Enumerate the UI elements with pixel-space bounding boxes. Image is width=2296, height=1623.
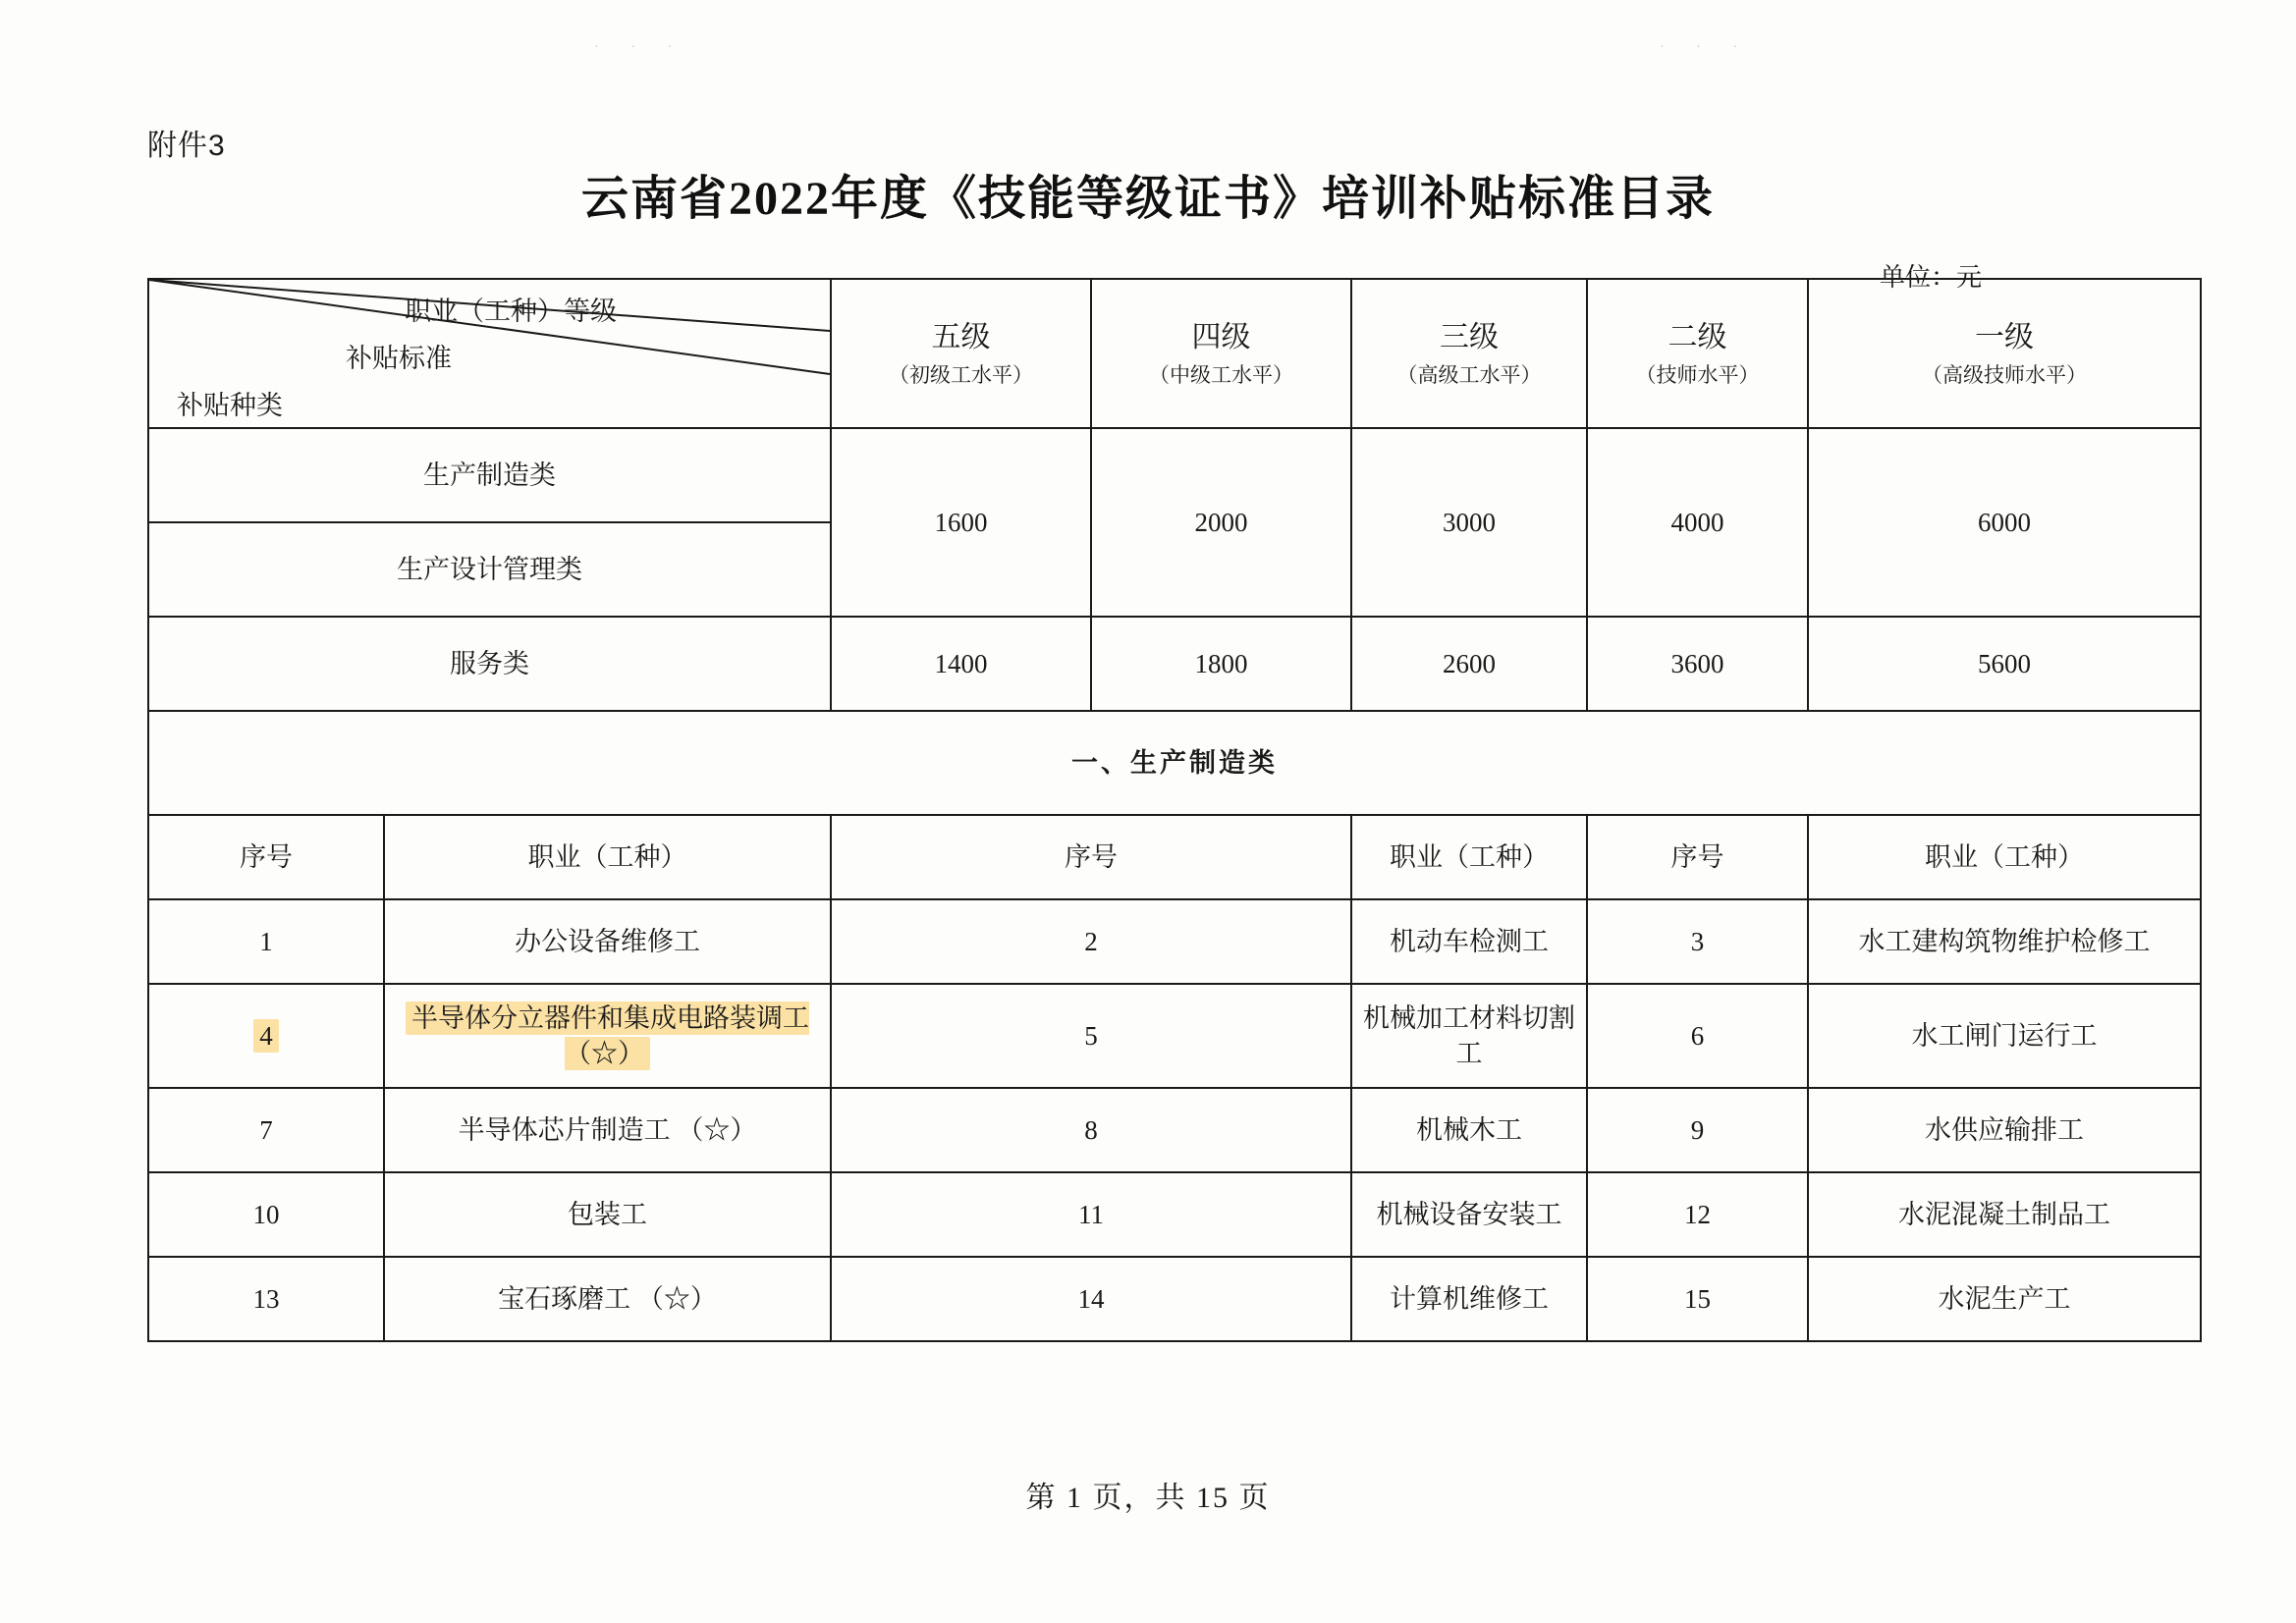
level-header-1 — [1808, 279, 2201, 428]
amount-service-4: 1800 — [1091, 617, 1351, 711]
occupation-name: 办公设备维修工 — [384, 899, 831, 984]
header-corner-cell — [148, 279, 831, 428]
level-name-4: 四级 — [1191, 320, 1251, 353]
table-row — [148, 1172, 2201, 1257]
level-sub-1: （高级技师水平） — [1922, 363, 2087, 388]
table-row — [148, 899, 2201, 984]
occupation-no: 6 — [1587, 984, 1808, 1088]
amount-manufacturing-2: 4000 — [1587, 428, 1808, 617]
amount-manufacturing-1: 6000 — [1808, 428, 2201, 617]
occupation-no: 7 — [148, 1088, 384, 1172]
table-row — [148, 617, 2201, 711]
occupation-no: 15 — [1587, 1257, 1808, 1341]
amount-service-3: 2600 — [1351, 617, 1587, 711]
col-header-occupation-1: 职业（工种） — [384, 815, 831, 899]
occupation-header-row — [148, 815, 2201, 899]
occupation-no: 12 — [1587, 1172, 1808, 1257]
table-row-highlighted — [148, 984, 2201, 1088]
corner-label-level: 职业（工种）等级 — [405, 297, 617, 326]
col-header-no-2: 序号 — [831, 815, 1351, 899]
level-sub-4: （中级工水平） — [1149, 363, 1293, 388]
level-header-2 — [1587, 279, 1808, 428]
page-footer: 第 1 页，共 15 页 — [1025, 1482, 1271, 1514]
occupation-name: 水工建构筑物维护检修工 — [1808, 899, 2201, 984]
table-header-row — [148, 279, 2201, 428]
occupation-name: 计算机维修工 — [1351, 1257, 1587, 1341]
table-row — [148, 1088, 2201, 1172]
corner-label-category: 补贴种类 — [177, 391, 283, 420]
amount-service-1: 5600 — [1808, 617, 2201, 711]
occupation-no: 14 — [831, 1257, 1351, 1341]
col-header-occupation-3: 职业（工种） — [1808, 815, 2201, 899]
level-name-1: 一级 — [1975, 320, 2034, 353]
level-sub-2: （技师水平） — [1635, 363, 1760, 388]
occupation-name: 水工闸门运行工 — [1808, 984, 2201, 1088]
level-header-3 — [1351, 279, 1587, 428]
occupation-no: 5 — [831, 984, 1351, 1088]
occupation-name: 水供应输排工 — [1808, 1088, 2201, 1172]
section-title: 一、生产制造类 — [148, 711, 2201, 815]
corner-label-standard: 补贴标准 — [346, 344, 452, 373]
occupation-name: 机动车检测工 — [1351, 899, 1587, 984]
scan-mark-left: · · · — [594, 37, 686, 54]
amount-manufacturing-5: 1600 — [831, 428, 1091, 617]
occupation-no: 1 — [148, 899, 384, 984]
attachment-label: 附件3 — [147, 130, 226, 162]
table-row — [148, 1257, 2201, 1341]
unit-note: 单位：元 — [1879, 263, 1982, 292]
col-header-no-1: 序号 — [148, 815, 384, 899]
col-header-occupation-2: 职业（工种） — [1351, 815, 1587, 899]
level-name-5: 五级 — [931, 320, 991, 353]
occupation-no: 11 — [831, 1172, 1351, 1257]
occupation-no: 3 — [1587, 899, 1808, 984]
amount-service-5: 1400 — [831, 617, 1091, 711]
occupation-name: 水泥生产工 — [1808, 1257, 2201, 1341]
occupation-no-text: 4 — [253, 1019, 279, 1053]
occupation-name-text: 半导体分立器件和集成电路装调工 （☆） — [406, 1001, 809, 1070]
occupation-no: 10 — [148, 1172, 384, 1257]
level-header-5 — [831, 279, 1091, 428]
level-header-4 — [1091, 279, 1351, 428]
occupation-name: 机械设备安装工 — [1351, 1172, 1587, 1257]
amount-service-2: 3600 — [1587, 617, 1808, 711]
table-row — [148, 428, 2201, 522]
occupation-no: 13 — [148, 1257, 384, 1341]
occupation-name — [384, 984, 831, 1088]
occupation-name: 包装工 — [384, 1172, 831, 1257]
section-title-row — [148, 711, 2201, 815]
occupation-no: 9 — [1587, 1088, 1808, 1172]
occupation-name: 半导体芯片制造工 （☆） — [384, 1088, 831, 1172]
category-service: 服务类 — [148, 617, 831, 711]
amount-manufacturing-4: 2000 — [1091, 428, 1351, 617]
occupation-no: 8 — [831, 1088, 1351, 1172]
page-title: 云南省2022年度《技能等级证书》培训补贴标准目录 — [580, 173, 1715, 225]
occupation-name: 机械加工材料切割工 — [1351, 984, 1587, 1088]
level-name-2: 二级 — [1667, 320, 1727, 353]
occupation-name: 水泥混凝土制品工 — [1808, 1172, 2201, 1257]
level-sub-5: （初级工水平） — [889, 363, 1033, 388]
col-header-no-3: 序号 — [1587, 815, 1808, 899]
level-sub-3: （高级工水平） — [1396, 363, 1542, 388]
occupation-name: 机械木工 — [1351, 1088, 1587, 1172]
level-name-3: 三级 — [1440, 320, 1499, 353]
occupation-no — [148, 984, 384, 1088]
occupation-name: 宝石琢磨工 （☆） — [384, 1257, 831, 1341]
category-design-management: 生产设计管理类 — [148, 522, 831, 617]
occupation-no: 2 — [831, 899, 1351, 984]
subsidy-standards-table — [147, 278, 2202, 1342]
amount-manufacturing-3: 3000 — [1351, 428, 1587, 617]
scan-mark-right: · · · — [1660, 37, 1752, 54]
category-manufacturing: 生产制造类 — [148, 428, 831, 522]
